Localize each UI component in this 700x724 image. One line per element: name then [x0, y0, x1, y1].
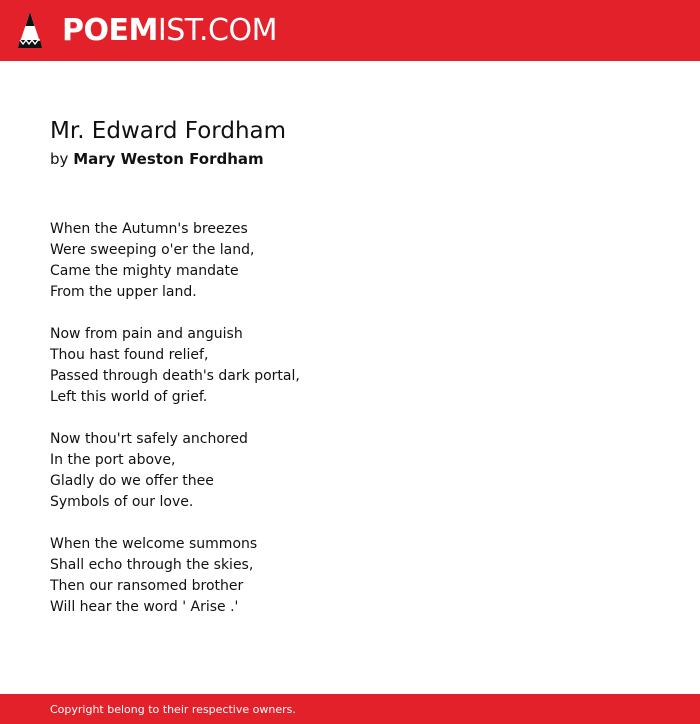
- poem-line: Will hear the word ' Arise .': [50, 599, 239, 615]
- poem-line: In the port above,: [50, 452, 176, 468]
- poem-line: Came the mighty mandate: [50, 263, 239, 279]
- poem-body: [50, 219, 650, 639]
- poem-line: When the welcome summons: [50, 536, 258, 552]
- poem-line: Now from pain and anguish: [50, 326, 243, 342]
- logo-light-text: IST.COM: [157, 13, 277, 48]
- copyright-text: Copyright belong to their respective owners.: [50, 703, 296, 716]
- poem-line: Shall echo through the skies,: [50, 557, 254, 573]
- stanza: [50, 324, 650, 408]
- poem-line: Gladly do we offer thee: [50, 473, 214, 489]
- poem-line: Passed through death's dark portal,: [50, 368, 300, 384]
- poem-line: When the Autumn's breezes: [50, 221, 248, 237]
- stanza: [50, 219, 650, 303]
- poem-line: Were sweeping o'er the land,: [50, 242, 255, 258]
- poem-line: Now thou'rt safely anchored: [50, 431, 248, 447]
- poem-line: From the upper land.: [50, 284, 197, 300]
- pencil-icon[interactable]: [17, 11, 43, 51]
- poem-line: Thou hast found relief,: [50, 347, 209, 363]
- site-header: [0, 0, 700, 61]
- stanza: [50, 534, 650, 618]
- byline: [50, 149, 264, 169]
- poem-line: Symbols of our love.: [50, 494, 194, 510]
- stanza: [50, 429, 650, 513]
- logo-bold-text: POEM: [62, 13, 158, 48]
- site-logo[interactable]: [62, 12, 277, 50]
- site-footer: [0, 694, 700, 724]
- byline-prefix: by: [50, 150, 69, 168]
- poem-line: Left this world of grief.: [50, 389, 208, 405]
- poem-title: Mr. Edward Fordham: [50, 118, 287, 144]
- poem-line: Then our ransomed brother: [50, 578, 244, 594]
- author-name[interactable]: Mary Weston Fordham: [73, 150, 264, 168]
